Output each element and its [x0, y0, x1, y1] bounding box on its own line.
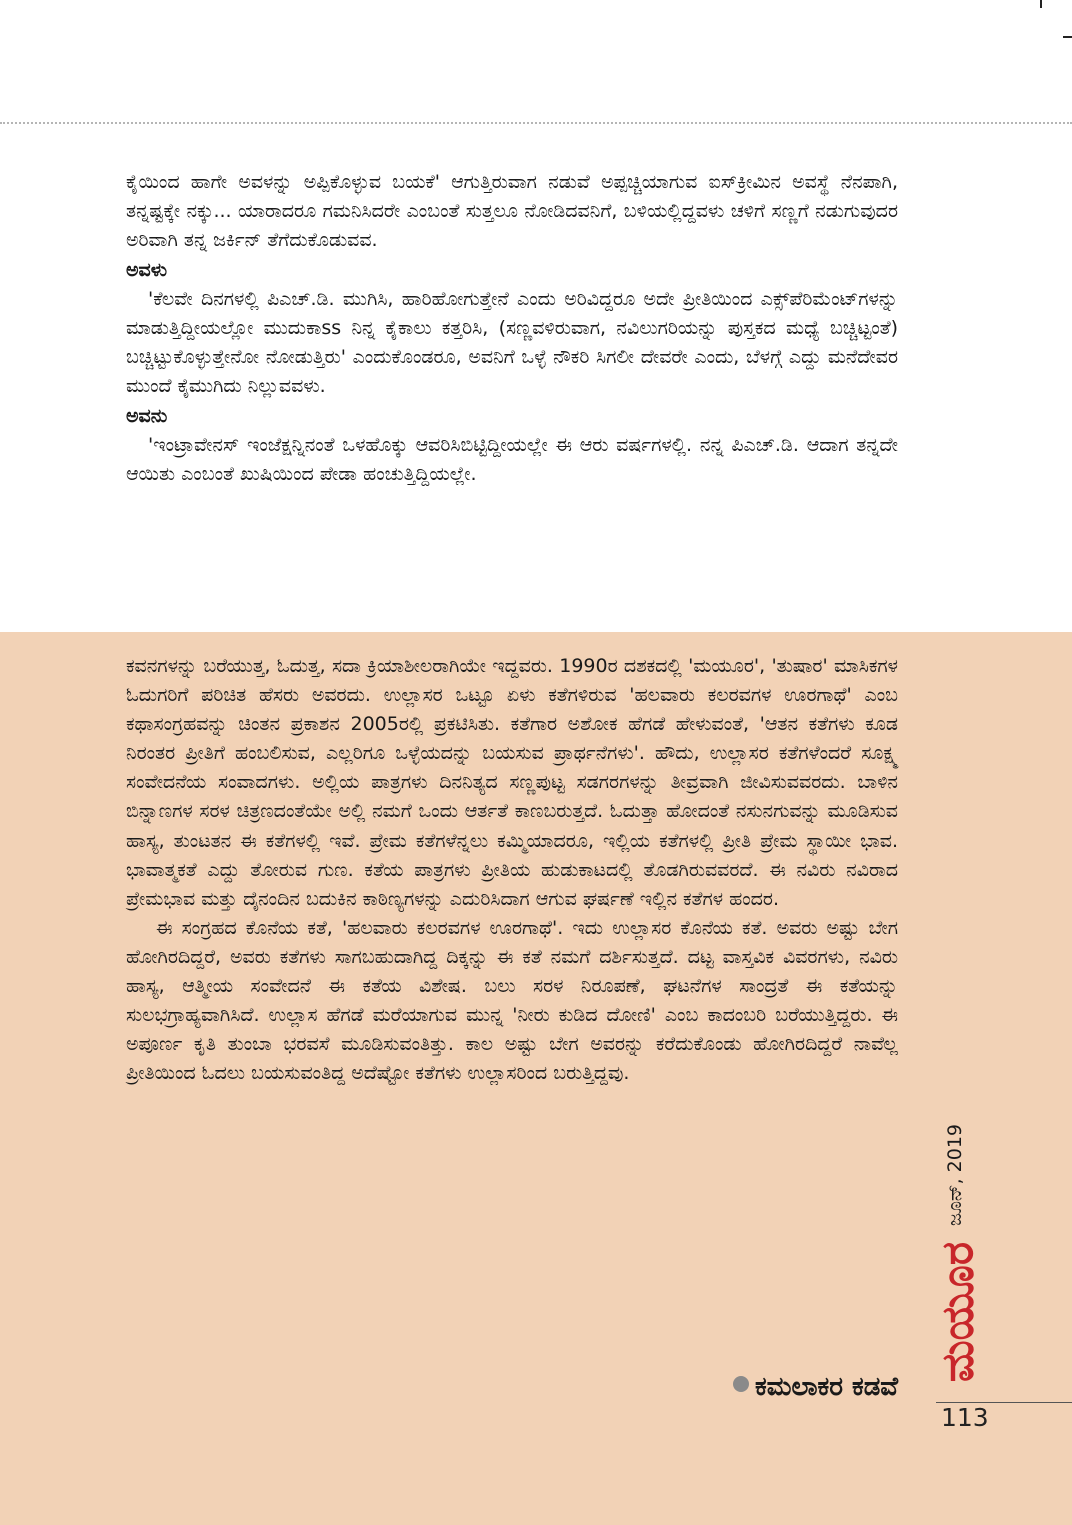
- section-heading-her: ಅವಳು: [126, 258, 168, 281]
- crop-mark-top-right: [1040, 0, 1042, 8]
- issue-date-text: ಜೂನ್, 2019: [944, 1123, 966, 1227]
- section-heading-him: ಅವನು: [126, 404, 168, 427]
- story-excerpt: [126, 168, 898, 489]
- page-number: 113: [941, 1403, 989, 1432]
- profile-paragraph-1: ಕವನಗಳನ್ನು ಬರೆಯುತ್ತ, ಓದುತ್ತ, ಸದಾ ಕ್ರಿಯಾಶೀಲರಾಗಿಯೇ ಇದ್ದವರು. 1990ರ ದಶಕದಲ್ಲಿ 'ಮಯೂರ', 'ತುಷಾರ' ಮಾಸಿಕಗಳ ಓದುಗರಿಗೆ ಪರಿಚಿತ ಹೆಸರು ಅವರದು. ಉಲ್ಲಾಸರ ಒಟ್ಟೂ ಏಳು ಕತೆಗಳಿರುವ 'ಹಲವಾರು ಕಲರವಗಳ ಊರಗಾಥೆ' ಎಂಬ ಕಥಾಸಂಗ್ರಹವನ್ನು ಚಿಂತನ ಪ್ರಕಾಶನ 2005ರಲ್ಲಿ ಪ್ರಕಟಿಸಿತು. ಕತೆಗಾರ ಅಶೋಕ ಹೆಗಡೆ ಹೇಳುವಂತೆ, 'ಆತನ ಕತೆಗಳು ಕೂಡ ನಿರಂತರ ಪ್ರೀತಿಗೆ ಹಂಬಲಿಸುವ, ಎಲ್ಲರಿಗೂ ಒಳ್ಳೆಯದನ್ನು ಬಯಸುವ ಪ್ರಾರ್ಥನೆಗಳು'. ಹೌದು, ಉಲ್ಲಾಸರ ಕತೆಗಳೆಂದರೆ ಸೂಕ್ಷ್ಮ ಸಂವೇದನೆಯ ಸಂವಾದಗಳು. ಅಲ್ಲಿಯ ಪಾತ್ರಗಳು ದಿನನಿತ್ಯದ ಸಣ್ಣಪುಟ್ಟ ಸಡಗರಗಳನ್ನು ತೀವ್ರವಾಗಿ ಜೀವಿಸುವವರದು. ಬಾಳಿನ ಬಿನ್ನಾಣಗಳ ಸರಳ ಚಿತ್ರಣದಂತೆಯೇ ಅಲ್ಲಿ ನಮಗೆ ಒಂದು ಆರ್ತತೆ ಕಾಣಬರುತ್ತದೆ. ಓದುತ್ತಾ ಹೋದಂತೆ ನಸುನಗುವನ್ನು ಮೂಡಿಸುವ ಹಾಸ್ಯ, ತುಂಟತನ ಈ ಕತೆಗಳಲ್ಲಿ ಇವೆ. ಪ್ರೇಮ ಕತೆಗಳೆನ್ನಲು ಕಮ್ಮಿಯಾದರೂ, ಇಲ್ಲಿಯ ಕತೆಗಳಲ್ಲಿ ಪ್ರೀತಿ ಪ್ರೇಮ ಸ್ಥಾಯೀ ಭಾವ. ಭಾವಾತ್ಮಕತೆ ಎದ್ದು ತೋರುವ ಗುಣ. ಕತೆಯ ಪಾತ್ರಗಳು ಪ್ರೀತಿಯ ಹುಡುಕಾಟದಲ್ಲಿ ತೊಡಗಿರುವವರದೆ. ಈ ನವಿರು ನವಿರಾದ ಪ್ರೇಮಭಾವ ಮತ್ತು ದೈನಂದಿನ ಬದುಕಿನ ಕಾಠಿಣ್ಯಗಳನ್ನು ಎದುರಿಸಿದಾಗ ಆಗುವ ಘರ್ಷಣೆ ಇಲ್ಲಿನ ಕತೆಗಳ ಹಂದರ.: [126, 655, 898, 910]
- magazine-logo-text: ಮಯೂರ: [932, 1241, 984, 1383]
- story-paragraph-1: ಕೈಯಿಂದ ಹಾಗೇ ಅವಳನ್ನು ಅಪ್ಪಿಕೊಳ್ಳುವ ಬಯಕೆ' ಆಗುತ್ತಿರುವಾಗ ನಡುವೆ ಅಪ್ಪಚ್ಚಿಯಾಗುವ ಐಸ್‌ಕ್ರೀಮಿನ ಅವಸ್ಥೆ ನೆನಪಾಗಿ, ತನ್ನಷ್ಟಕ್ಕೇ ನಕ್ಕು... ಯಾರಾದರೂ ಗಮನಿಸಿದರೇ ಎಂಬಂತೆ ಸುತ್ತಲೂ ನೋಡಿದವನಿಗೆ, ಬಳಿಯಲ್ಲಿದ್ದವಳು ಚಳಿಗೆ ಸಣ್ಣಗೆ ನಡುಗುವುದರ ಅರಿವಾಗಿ ತನ್ನ ಜರ್ಕಿನ್ ತೆಗೆದುಕೊಡುವವ.: [126, 171, 898, 252]
- story-paragraph-2: 'ಕೆಲವೇ ದಿನಗಳಲ್ಲಿ ಪಿಎಚ್.ಡಿ. ಮುಗಿಸಿ, ಹಾರಿಹೋಗುತ್ತೇನೆ ಎಂದು ಅರಿವಿದ್ದರೂ ಅದೇ ಪ್ರೀತಿಯಿಂದ ಎಕ್ಸ್‌ಪೆರಿಮೆಂಟ್‌ಗಳನ್ನು ಮಾಡುತ್ತಿದ್ದೀಯಲ್ಲೋ ಮುದುಕಾss ನಿನ್ನ ಕೈಕಾಲು ಕತ್ತರಿಸಿ, (ಸಣ್ಣವಳಿರುವಾಗ, ನವಿಲುಗರಿಯನ್ನು ಪುಸ್ತಕದ ಮಧ್ಯೆ ಬಚ್ಚಿಟ್ಟಂತೆ) ಬಚ್ಚಿಟ್ಟುಕೊಳ್ಳುತ್ತೇನೋ ನೋಡುತ್ತಿರು' ಎಂದುಕೊಂಡರೂ, ಅವನಿಗೆ ಒಳ್ಳೆ ನೌಕರಿ ಸಿಗಲೀ ದೇವರೇ ಎಂದು, ಬೆಳಗ್ಗೆ ಎದ್ದು ಮನೆದೇವರ ಮುಂದೆ ಕೈಮುಗಿದು ನಿಲ್ಲುವವಳು.: [126, 287, 898, 398]
- story-paragraph-3: 'ಇಂಟ್ರಾವೇನಸ್ ಇಂಜೆಕ್ಷನ್ನಿನಂತೆ ಒಳಹೊಕ್ಕು ಆವರಿಸಿಬಿಟ್ಟಿದ್ದೀಯಲ್ಲೇ ಈ ಆರು ವರ್ಷಗಳಲ್ಲಿ. ನನ್ನ ಪಿಎಚ್.ಡಿ. ಆದಾಗ ತನ್ನದೇ ಆಯಿತು ಎಂಬಂತೆ ಖುಷಿಯಿಂದ ಪೇಡಾ ಹಂಚುತ್ತಿದ್ದಿಯಲ್ಲೇ.: [126, 433, 898, 486]
- author-byline: [733, 1372, 898, 1403]
- profile-paragraph-2: ಈ ಸಂಗ್ರಹದ ಕೊನೆಯ ಕತೆ, 'ಹಲವಾರು ಕಲರವಗಳ ಊರಗಾಥೆ'. ಇದು ಉಲ್ಲಾಸರ ಕೊನೆಯ ಕತೆ. ಅವರು ಅಷ್ಟು ಬೇಗ ಹೋಗಿರದಿದ್ದರೆ, ಅವರು ಕತೆಗಳು ಸಾಗಬಹುದಾಗಿದ್ದ ದಿಕ್ಕನ್ನು ಈ ಕತೆ ನಮಗೆ ದರ್ಶಿಸುತ್ತದೆ. ದಟ್ಟ ವಾಸ್ತವಿಕ ವಿವರಗಳು, ನವಿರು ಹಾಸ್ಯ, ಆತ್ಮೀಯ ಸಂವೇದನೆ ಈ ಕತೆಯ ವಿಶೇಷ. ಬಲು ಸರಳ ನಿರೂಪಣೆ, ಘಟನೆಗಳ ಸಾಂದ್ರತೆ ಈ ಕತೆಯನ್ನು ಸುಲಭಗ್ರಾಹ್ಯವಾಗಿಸಿದೆ. ಉಲ್ಲಾಸ ಹೆಗಡೆ ಮರೆಯಾಗುವ ಮುನ್ನ 'ನೀರು ಕುಡಿದ ದೋಣಿ' ಎಂಬ ಕಾದಂಬರಿ ಬರೆಯುತ್ತಿದ್ದರು. ಈ ಅಪೂರ್ಣ ಕೃತಿ ತುಂಬಾ ಭರವಸೆ ಮೂಡಿಸುವಂತಿತ್ತು. ಕಾಲ ಅಷ್ಟು ಬೇಗ ಅವರನ್ನು ಕರೆದುಕೊಂಡು ಹೋಗಿರದಿದ್ದರೆ ನಾವೆಲ್ಲ ಪ್ರೀತಿಯಿಂದ ಓದಲು ಬಯಸುವಂತಿದ್ದ ಅದೆಷ್ಟೋ ಕತೆಗಳು ಉಲ್ಲಾಸರಿಂದ ಬರುತ್ತಿದ್ದವು.: [126, 916, 898, 1085]
- bullet-dot-icon: [733, 1376, 749, 1392]
- crop-mark-top-right-h: [1063, 36, 1072, 38]
- author-name: ಕಮಲಾಕರ ಕಡವೆ: [755, 1372, 898, 1402]
- dotted-separator: [0, 122, 1072, 124]
- author-profile-text: [126, 652, 898, 1088]
